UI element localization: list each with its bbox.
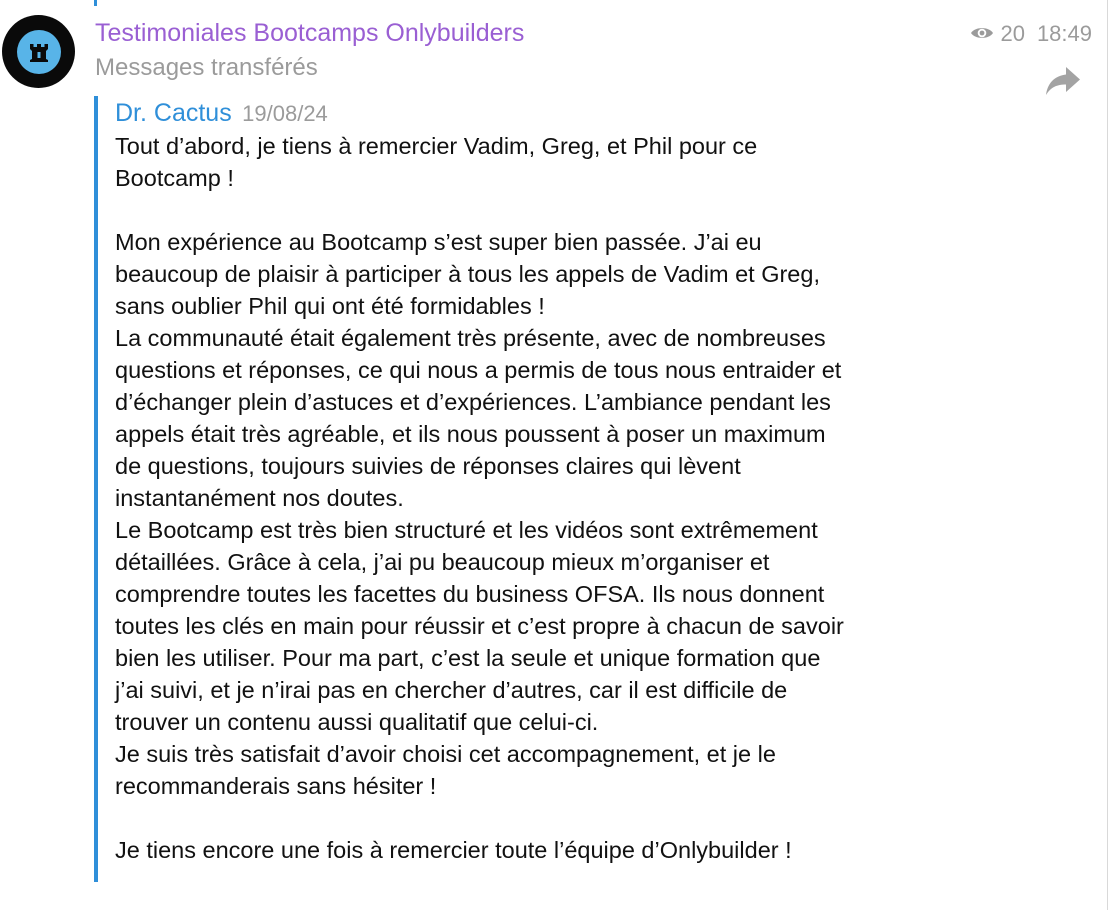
text-line: de questions, toujours suivies de réponses claires qui lèvent xyxy=(115,453,741,479)
quote-author[interactable]: Dr. Cactus xyxy=(115,99,232,127)
text-line: appels était très agréable, et ils nous poussent à poser un maximum xyxy=(115,421,826,447)
text-line: Bootcamp ! xyxy=(115,165,234,191)
quote-header xyxy=(115,98,328,132)
forwarded-messages-label: Messages transférés xyxy=(95,54,318,81)
text-line: bien les utiliser. Pour ma part, c’est la seule et unique formation que xyxy=(115,645,821,671)
eye-icon xyxy=(970,19,994,49)
text-line: Mon expérience au Bootcamp s’est super bien passée. J’ai eu xyxy=(115,229,762,255)
text-line: comprendre toutes les facettes du business OFSA. Ils nous donnent xyxy=(115,581,825,607)
text-line: recommanderais sans hésiter ! xyxy=(115,773,437,799)
text-line: instantanément nos doutes. xyxy=(115,485,404,511)
view-count: 20 xyxy=(1000,21,1025,46)
text-line: Le Bootcamp est très bien structuré et les vidéos sont extrêmement xyxy=(115,517,818,543)
message-time: 18:49 xyxy=(1036,21,1092,46)
text-line: Je suis très satisfait d’avoir choisi cet accompagnement, et je le xyxy=(115,741,776,767)
previous-quote-bar xyxy=(94,0,97,6)
text-line: d’échanger plein d’astuces et d’expériences. L’ambiance pendant les xyxy=(115,389,831,415)
channel-name[interactable]: Testimoniales Bootcamps Onlybuilders xyxy=(95,19,525,47)
castle-logo-icon xyxy=(17,30,61,74)
forward-arrow-icon xyxy=(1044,64,1082,98)
forward-button[interactable] xyxy=(1044,64,1082,98)
text-line xyxy=(115,802,995,834)
text-line xyxy=(115,194,995,226)
text-line: sans oublier Phil qui ont été formidables ! xyxy=(115,293,545,319)
text-line: Je tiens encore une fois à remercier toute l’équipe d’Onlybuilder ! xyxy=(115,837,792,863)
text-line: j’ai suivi, et je n’irai pas en chercher d’autres, car il est difficile de xyxy=(115,677,788,703)
text-line: beaucoup de plaisir à participer à tous les appels de Vadim et Greg, xyxy=(115,261,820,287)
quote-date: 19/08/24 xyxy=(242,101,328,126)
text-line: questions et réponses, ce qui nous a permis de tous nous entraider et xyxy=(115,357,842,383)
text-line: toutes les clés en main pour réussir et c’est propre à chacun de savoir xyxy=(115,613,844,639)
text-line: trouver un contenu aussi qualitatif que celui-ci. xyxy=(115,709,599,735)
forwarded-quote xyxy=(94,96,998,882)
text-line: détaillées. Grâce à cela, j’ai pu beaucoup mieux m’organiser et xyxy=(115,549,770,575)
message-text xyxy=(115,130,995,866)
channel-avatar[interactable] xyxy=(2,15,75,88)
text-line: Tout d’abord, je tiens à remercier Vadim, Greg, et Phil pour ce xyxy=(115,133,758,159)
message-meta xyxy=(970,19,1092,49)
text-line: La communauté était également très présente, avec de nombreuses xyxy=(115,325,826,351)
